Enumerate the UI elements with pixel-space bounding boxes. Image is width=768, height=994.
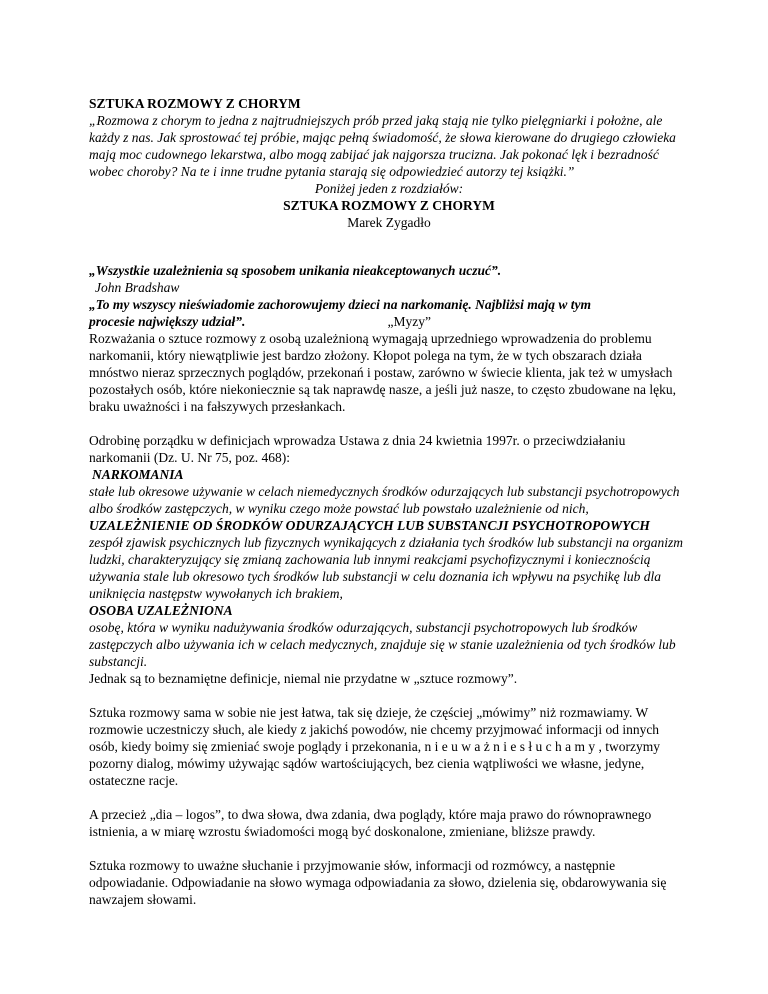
- definition-text-1: stałe lub okresowe używanie w celach niemedycznych środków odurzających lub substancji psychotropowych albo środków zastępczych, w wyniku czego może powstać lub powstało uzależnienie od nich,: [89, 484, 680, 516]
- epigraph-quote-2-line-2-row: [89, 313, 689, 330]
- chapter-author: Marek Zygadło: [347, 215, 431, 230]
- definition-text-3: osobę, która w wyniku nadużywania środków odurzających, substancji psychotropowych lub środków zastępczych albo używania ich w celach medycznych, znajduje się w stanie uzależnienia od tych środków lub substancji.: [89, 620, 676, 669]
- chapter-intro: Poniżej jeden z rozdziałów:: [314, 181, 464, 196]
- epigraph-quote-1: „Wszystkie uzależnienia są sposobem unikania nieakceptowanych uczuć”.: [89, 263, 502, 278]
- paragraph-5: A przecież „dia – logos”, to dwa słowa, dwa zdania, dwa poglądy, które maja prawo do równoprawnego istnienia, a w miarę wzrostu świadomości mogą być doskonalone, zmieniane, bliższe prawdy.: [89, 807, 652, 839]
- chapter-title: SZTUKA ROZMOWY Z CHORYM: [283, 198, 495, 213]
- paragraph-4: Sztuka rozmowy sama w sobie nie jest łatwa, tak się dzieje, że częściej „mówimy” niż rozmawiamy. W rozmowie uczestniczy słuch, ale kiedy z jakichś powodów, nie chcemy przyjmować informacji od innych osób, kiedy boimy się zmieniać swoje poglądy i przekonania, n i e u w a ż n i e s ł u c h a m y , tworzymy pozorny dialog, mówimy używając sądów wartościujących, bez cienia wątpliwości we własne, jedyne, ostateczne racje.: [89, 705, 660, 788]
- paragraph-2: Odrobinę porządku w definicjach wprowadza Ustawa z dnia 24 kwietnia 1997r. o przeciwdziałaniu narkomanii (Dz. U. Nr 75, poz. 468):: [89, 433, 626, 465]
- definition-term-1: NARKOMANIA: [92, 467, 184, 482]
- paragraph-6: Sztuka rozmowy to uważne słuchanie i przyjmowanie słów, informacji od rozmówcy, a następnie odpowiadanie. Odpowiadanie na słowo wymaga odpowiadania za słowo, dzielenia się, obdarowywania się nawzajem słowami.: [89, 858, 667, 907]
- epigraph-author-1: John Bradshaw: [95, 280, 180, 295]
- document-page: [89, 95, 689, 908]
- definition-term-3: OSOBA UZALEŻNIONA: [89, 603, 233, 618]
- paragraph-1: Rozważania o sztuce rozmowy z osobą uzależnioną wymagają uprzedniego wprowadzenia do problemu narkomanii, który niewątpliwie jest bardzo złożony. Kłopot polega na tym, że w tych obszarach działa mnóstwo nieraz sprzecznych poglądów, przekonań i postaw, zarówno w świecie klienta, jak też w umysłach pozostałych osób, które niekoniecznie są tak naprawdę nasze, a jeśli już nasze, to często zbudowane na lęku, braku uważności i na fałszywych przesłankach.: [89, 331, 677, 414]
- epigraph-quote-2-line-2: procesie największy udział”.: [89, 314, 246, 329]
- paragraph-3: Jednak są to beznamiętne definicje, niemal nie przydatne w „sztuce rozmowy”.: [89, 671, 518, 686]
- epigraph-quote-2-line-1: „To my wszyscy nieświadomie zachorowujemy dzieci na narkomanię. Najbliżsi mają w tym: [89, 297, 592, 312]
- intro-quote: „Rozmowa z chorym to jedna z najtrudniejszych prób przed jaką stają nie tylko pielęgniarki i położne, ale każdy z nas. Jak sprostować tej próbie, mając pełną świadomość, że słowa kierowane do drugiego człowieka mają moc cudownego lekarstwa, albo mogą zabijać jak najgorsza trucizna. Jak pokonać lęk i bezradność wobec choroby? Na te i inne trudne pytania starają się odpowiedzieć autorzy tej książki.”: [89, 113, 676, 179]
- definition-text-2: zespół zjawisk psychicznych lub fizycznych wynikających z działania tych środków lub substancji na organizm ludzki, charakteryzujący się zmianą zachowania lub innymi reakcjami psychofizycznymi i koniecznością używania stale lub okresowo tych środków lub substancji w celu doznania ich wpływu na psychikę lub dla uniknięcia następstw wywołanych ich brakiem,: [89, 535, 684, 601]
- definition-term-2: UZALEŻNIENIE OD ŚRODKÓW ODURZAJĄCYCH LUB SUBSTANCJI PSYCHOTROPOWYCH: [89, 518, 650, 533]
- document-heading: SZTUKA ROZMOWY Z CHORYM: [89, 96, 301, 111]
- epigraph-author-2: „Myzy”: [387, 314, 431, 329]
